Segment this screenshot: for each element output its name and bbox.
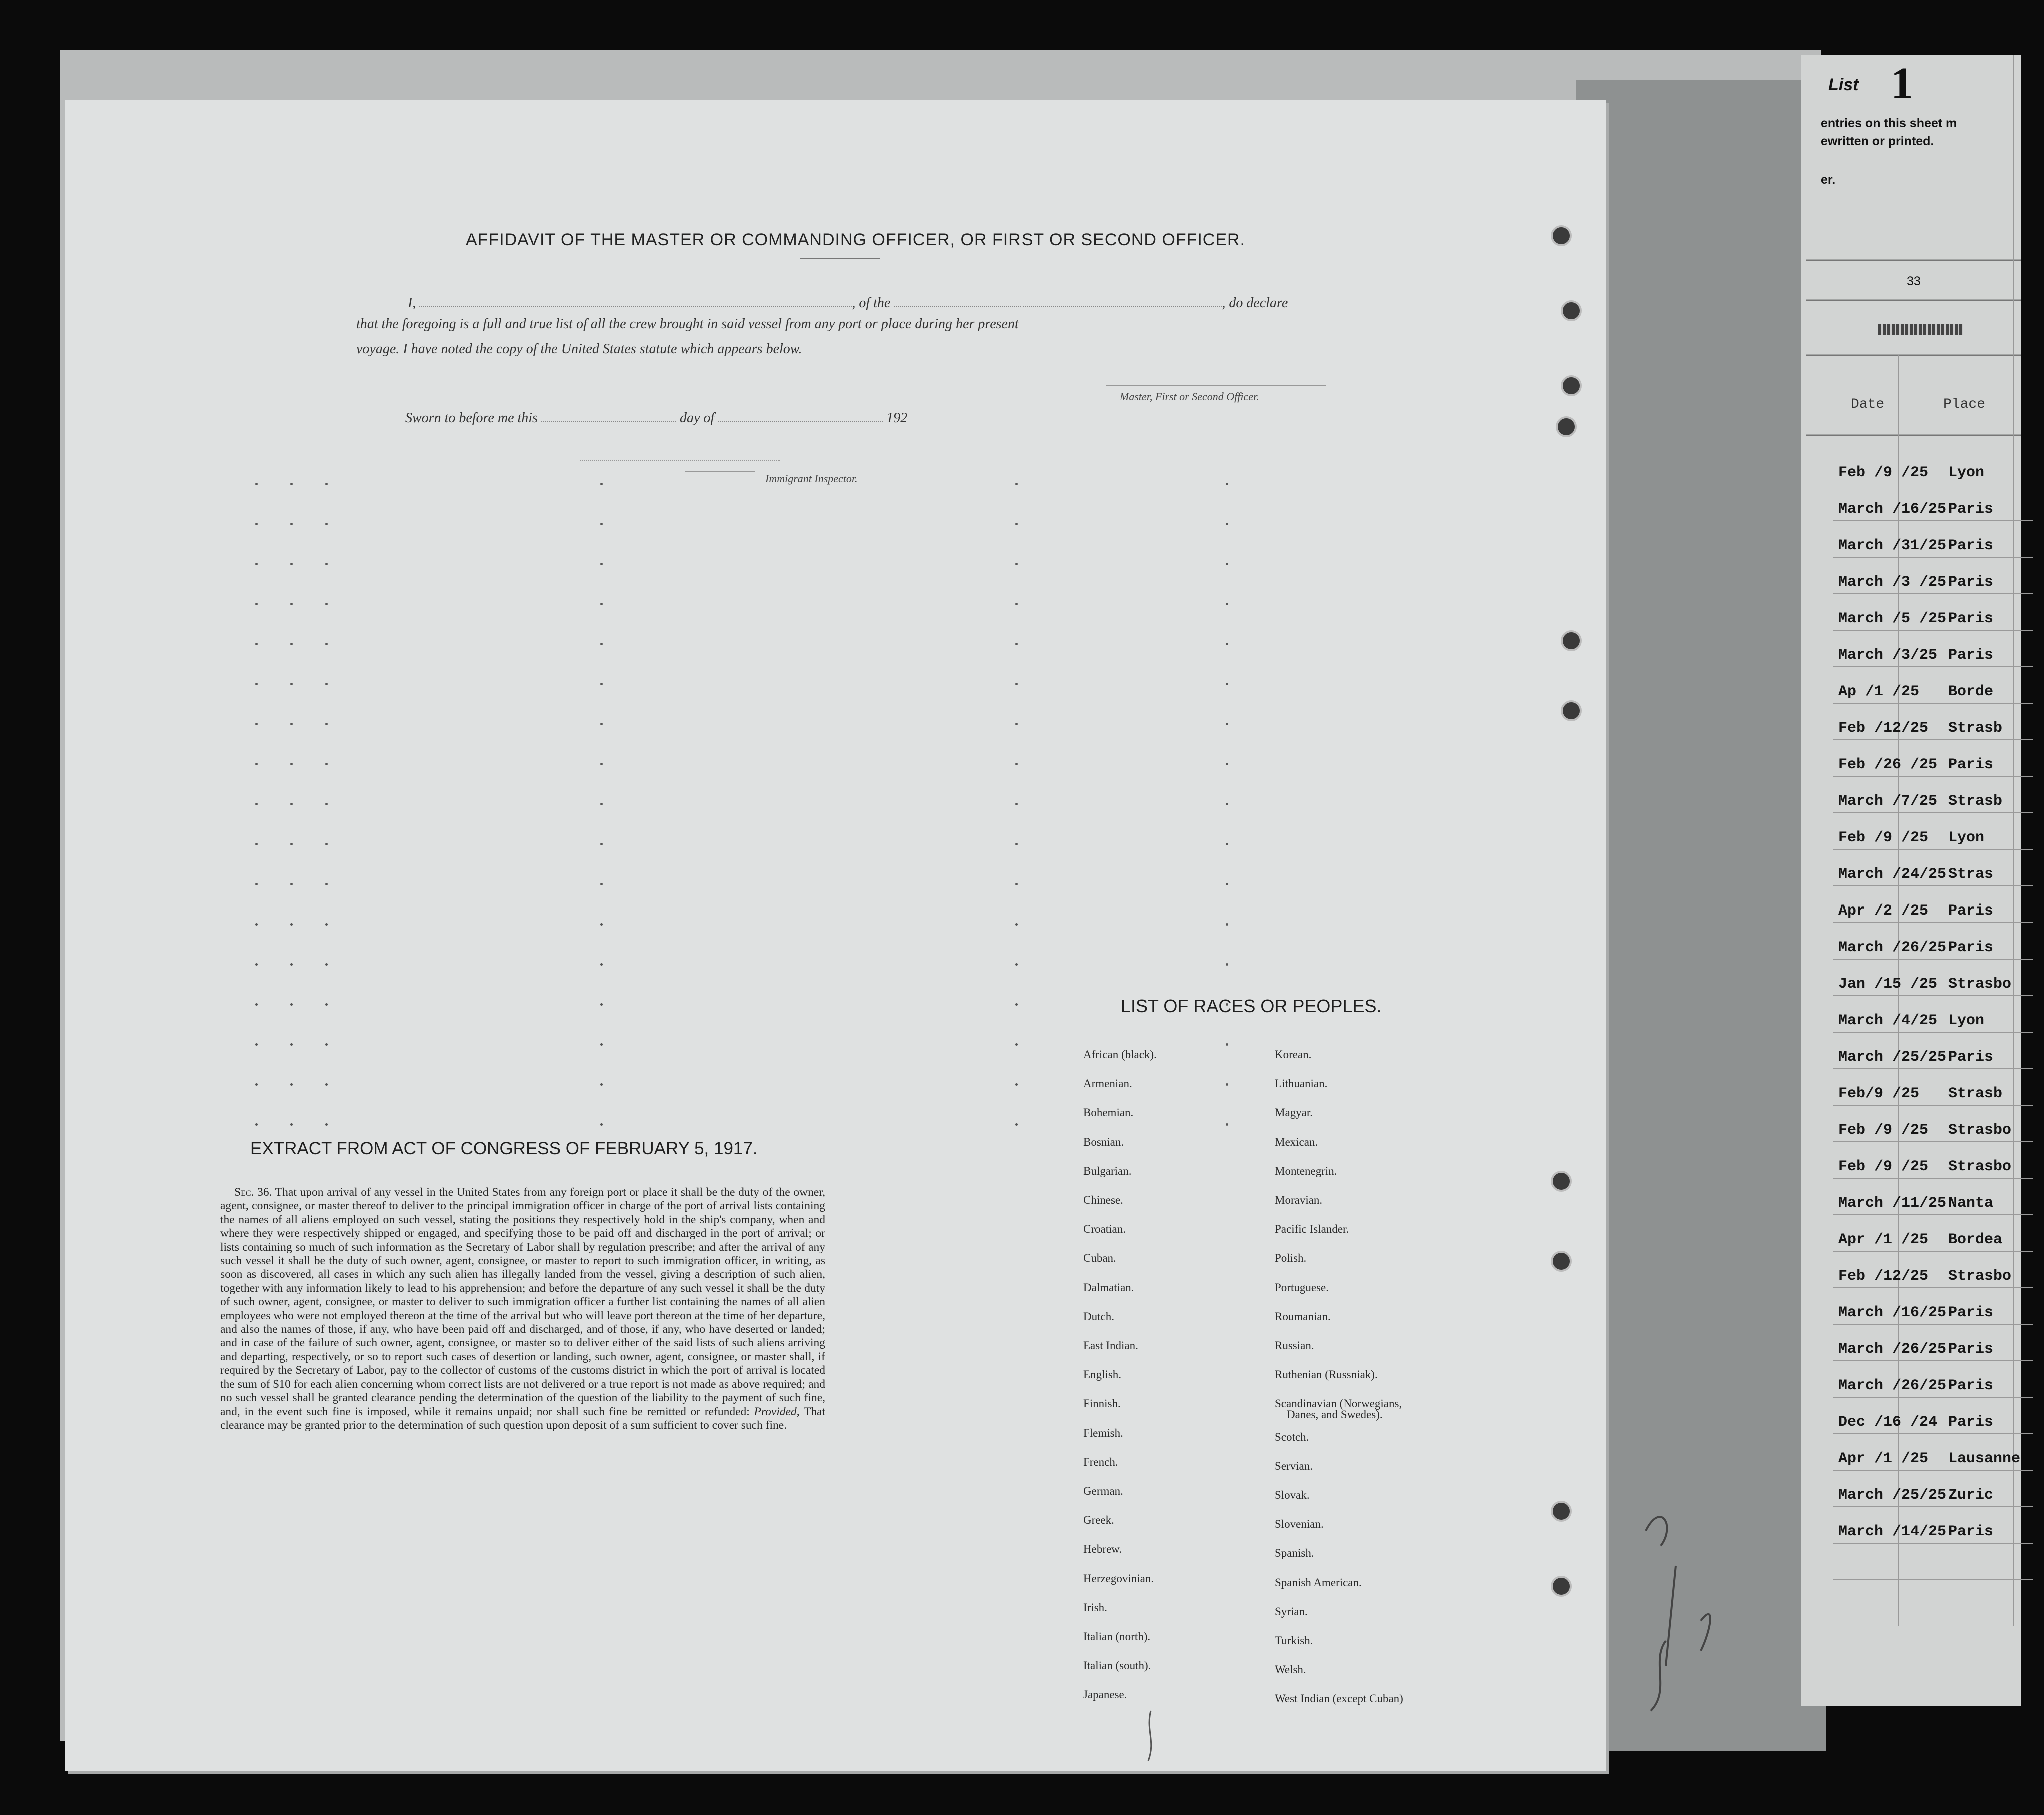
crew-row-date: March /4/25 <box>1838 1012 1938 1029</box>
rule-dot <box>325 483 328 485</box>
rule-dot <box>1226 603 1228 605</box>
crew-row-date: March /25/25 <box>1838 1487 1947 1504</box>
binder-hole <box>1561 300 1582 321</box>
crew-row-date: Feb /12/25 <box>1838 1268 1929 1285</box>
crew-row-place: Lyon <box>1948 464 1985 481</box>
crew-row-place: Strasb <box>1948 720 2003 737</box>
crew-row-date: March /14/25 <box>1838 1523 1947 1540</box>
rule-dot <box>255 803 258 805</box>
crew-row-date: March /5 /25 <box>1838 610 1947 627</box>
crew-row-place: Paris <box>1948 574 1994 591</box>
rule-dot <box>290 963 293 966</box>
race-item: East Indian. <box>1083 1339 1138 1352</box>
race-item: Hebrew. <box>1083 1543 1122 1556</box>
race-item: Chinese. <box>1083 1194 1123 1206</box>
crew-row-date: Feb /9 /25 <box>1838 1122 1929 1139</box>
rule-dot <box>325 523 328 525</box>
race-item: Irish. <box>1083 1601 1107 1614</box>
rule-dot <box>600 483 603 485</box>
rule-dot <box>600 1003 603 1006</box>
rule-dot <box>325 803 328 805</box>
rule-dot <box>1015 1003 1018 1006</box>
race-item: Moravian. <box>1275 1194 1323 1206</box>
race-item: West Indian (except Cuban) <box>1275 1692 1403 1705</box>
crew-row-place: Lyon <box>1948 829 1985 846</box>
rule-dot <box>255 563 258 565</box>
crew-row-place: Lyon <box>1948 1012 1985 1029</box>
race-item: Greek. <box>1083 1514 1114 1527</box>
crew-row-place: Paris <box>1948 1341 1994 1358</box>
binder-hole <box>1561 630 1582 651</box>
race-item: Portuguese. <box>1275 1281 1329 1294</box>
crew-row-date: Feb /9 /25 <box>1838 829 1929 846</box>
crew-row-place: Paris <box>1948 610 1994 627</box>
rule-dot <box>600 763 603 765</box>
crew-row-place: Paris <box>1948 756 1994 773</box>
affidavit-sheet <box>65 100 1606 1771</box>
rule-dot <box>1015 643 1018 645</box>
rule-dot <box>1226 643 1228 645</box>
rule-dot <box>290 1123 293 1126</box>
rule-dot <box>600 1123 603 1126</box>
title-rule <box>800 258 880 259</box>
rule-dot <box>1015 923 1018 926</box>
rule-dot <box>600 803 603 805</box>
crew-row-place: Paris <box>1948 1377 1994 1394</box>
crew-row-place: Strasbo <box>1948 1158 2012 1175</box>
rule-dot <box>1226 723 1228 725</box>
crew-row-place: Stras <box>1948 866 1994 883</box>
race-item: Welsh. <box>1275 1663 1306 1676</box>
race-item: Finnish. <box>1083 1397 1121 1410</box>
rule-dot <box>600 1043 603 1046</box>
binder-hole <box>1551 1171 1572 1192</box>
crew-row-date: March /31/25 <box>1838 537 1947 554</box>
instruction-note-2: ewritten or printed. <box>1821 134 1934 148</box>
declaration-do-declare: , do declare <box>1222 295 1288 311</box>
rule-dot <box>1226 563 1228 565</box>
rule-dot <box>1015 683 1018 685</box>
crew-row-place: Paris <box>1948 902 1994 920</box>
rule-dot <box>1015 723 1018 725</box>
rule-dot <box>1015 563 1018 565</box>
rule-dot <box>325 1003 328 1006</box>
rule-dot <box>1015 1083 1018 1086</box>
rule-dot <box>325 1043 328 1046</box>
race-item: Bosnian. <box>1083 1135 1124 1148</box>
rule-dot <box>325 683 328 685</box>
race-item: Korean. <box>1275 1048 1312 1061</box>
rule-dot <box>325 1123 328 1126</box>
race-item: Scandinavian (Norwegians, <box>1275 1397 1402 1410</box>
rule-dot <box>1226 1083 1228 1086</box>
rule-dot <box>290 1083 293 1086</box>
rule-dot <box>1015 483 1018 485</box>
binder-hole <box>1561 700 1582 721</box>
crew-row-date: March /24/25 <box>1838 866 1947 883</box>
rule-dot <box>255 483 258 485</box>
rule-dot <box>290 763 293 765</box>
race-item: Russian. <box>1275 1339 1314 1352</box>
list-label: List <box>1828 75 1859 94</box>
rule-dot <box>255 883 258 885</box>
crew-row-place: Paris <box>1948 537 1994 554</box>
race-item: Spanish American. <box>1275 1576 1362 1589</box>
provided-word: Provided, <box>754 1405 800 1418</box>
rule-dot <box>1226 763 1228 765</box>
race-item: Croatian. <box>1083 1223 1126 1236</box>
rule-dot <box>290 843 293 845</box>
crew-row-place: Strasbo <box>1948 1268 2012 1285</box>
rule-dot <box>1226 523 1228 525</box>
crew-row-date: March /26/25 <box>1838 939 1947 956</box>
rule-dot <box>325 883 328 885</box>
crew-row-rule <box>1833 1544 2033 1580</box>
crew-row-place: Paris <box>1948 1414 1994 1431</box>
crew-row-place: Strasb <box>1948 1085 2003 1102</box>
column-number: 33 <box>1907 274 1921 288</box>
rule-dot <box>1226 843 1228 845</box>
rule-dot <box>255 923 258 926</box>
inspector-label: Immigrant Inspector. <box>765 472 858 485</box>
race-item: Italian (north). <box>1083 1630 1151 1643</box>
rule-dot <box>255 723 258 725</box>
race-item: Roumanian. <box>1275 1310 1331 1323</box>
rule-dot <box>600 963 603 966</box>
binder-hole <box>1551 1501 1572 1522</box>
affidavit-title: AFFIDAVIT OF THE MASTER OR COMMANDING OFFICER, OR FIRST OR SECOND OFFICER. <box>465 230 1246 249</box>
binder-hole <box>1551 225 1572 246</box>
crew-row-date: March /16/25 <box>1838 1304 1947 1321</box>
crew-row-date: Apr /1 /25 <box>1838 1231 1929 1248</box>
struck-header <box>1878 324 1963 335</box>
crew-row-place: Strasbo <box>1948 1122 2012 1139</box>
instruction-note-3: er. <box>1821 173 1836 187</box>
crew-row-date: March /26/25 <box>1838 1341 1947 1358</box>
rule-dot <box>325 1083 328 1086</box>
rule-dot <box>290 1043 293 1046</box>
rule-dot <box>325 643 328 645</box>
binder-hole <box>1551 1251 1572 1272</box>
crew-row-place: Paris <box>1948 1523 1994 1540</box>
rule-dot <box>1226 803 1228 805</box>
race-item: Dalmatian. <box>1083 1281 1134 1294</box>
rule-dot <box>255 963 258 966</box>
rule-dot <box>290 883 293 885</box>
rule-dot <box>255 1003 258 1006</box>
rule-dot <box>600 643 603 645</box>
race-item: Turkish. <box>1275 1634 1313 1647</box>
rule-dot <box>325 563 328 565</box>
race-item: English. <box>1083 1368 1122 1381</box>
rule-dot <box>255 603 258 605</box>
race-scandinavian-cont: Danes, and Swedes). <box>1287 1408 1383 1421</box>
rule-dot <box>255 763 258 765</box>
crew-row-place: Nanta <box>1948 1195 1994 1212</box>
crew-row-place: Paris <box>1948 501 1994 518</box>
crew-row-date: Jan /15 /25 <box>1838 976 1938 993</box>
rule-dot <box>290 803 293 805</box>
crew-row-place: Strasb <box>1948 793 2003 810</box>
inspector-signature-line <box>580 460 780 461</box>
crew-row-place: Paris <box>1948 1049 1994 1066</box>
extract-body <box>220 1186 825 1432</box>
races-title: LIST OF RACES OR PEOPLES. <box>1121 996 1382 1016</box>
race-item: Flemish. <box>1083 1426 1123 1439</box>
race-item: Spanish. <box>1275 1547 1314 1560</box>
instruction-note-1: entries on this sheet m <box>1821 116 1957 130</box>
rule-dot <box>1015 1043 1018 1046</box>
crew-row-place: Bordea <box>1948 1231 2003 1248</box>
crew-row-date: March /16/25 <box>1838 501 1947 518</box>
crew-row-place: Paris <box>1948 1304 1994 1321</box>
extract-title: EXTRACT FROM ACT OF CONGRESS OF FEBRUARY 5, 1917. <box>250 1139 758 1158</box>
crew-row-date: Feb /9 /25 <box>1838 1158 1929 1175</box>
rule-dot <box>600 723 603 725</box>
rule-dot <box>325 923 328 926</box>
race-item: Japanese. <box>1083 1688 1127 1701</box>
crew-row-date: March /3 /25 <box>1838 574 1947 591</box>
rule-dot <box>255 843 258 845</box>
crew-row-place: Strasbo <box>1948 976 2012 993</box>
race-item: Mexican. <box>1275 1135 1318 1148</box>
crew-row-date: Feb/9 /25 <box>1838 1085 1920 1102</box>
rule-dot <box>600 523 603 525</box>
race-item: Armenian. <box>1083 1077 1132 1090</box>
crew-row-date: March /25/25 <box>1838 1049 1947 1066</box>
rule-dot <box>255 683 258 685</box>
crew-row-date: Apr /1 /25 <box>1838 1450 1929 1467</box>
rule-dot <box>290 723 293 725</box>
sworn-year: 192 <box>886 410 908 426</box>
race-item: Magyar. <box>1275 1106 1313 1119</box>
crew-row-date: March /26/25 <box>1838 1377 1947 1394</box>
race-item: Slovak. <box>1275 1489 1310 1501</box>
crew-row-place: Borde <box>1948 683 1994 700</box>
rule-dot <box>325 763 328 765</box>
month-blank <box>718 409 883 422</box>
rule-dot <box>1226 483 1228 485</box>
master-label: Master, First or Second Officer. <box>1120 390 1259 403</box>
rule-dot <box>1015 603 1018 605</box>
rule-dot <box>255 1123 258 1126</box>
section-text-end: That clearance may be granted prior to the determination of such question upon deposit of a sum sufficient to cover such fine. <box>220 1405 826 1432</box>
declaration-line-3: voyage. I have noted the copy of the United States statute which appears below. <box>356 341 802 357</box>
date-header: Date <box>1851 397 1885 412</box>
rule-dot <box>1226 883 1228 885</box>
crew-row-date: Feb /26 /25 <box>1838 756 1938 773</box>
rule-dot <box>290 1003 293 1006</box>
binder-hole <box>1551 1576 1572 1597</box>
rule-dot <box>325 843 328 845</box>
rule-dot <box>600 883 603 885</box>
rule-dot <box>325 603 328 605</box>
rule-dot <box>290 483 293 485</box>
race-item: Italian (south). <box>1083 1659 1151 1672</box>
crew-row-date: Apr /2 /25 <box>1838 902 1929 920</box>
name-blank <box>419 294 852 307</box>
race-item: Polish. <box>1275 1252 1307 1265</box>
crew-row-date: Feb /9 /25 <box>1838 464 1929 481</box>
master-signature-line <box>1106 385 1326 386</box>
rule-dot <box>1015 803 1018 805</box>
rule-dot <box>1226 1123 1228 1126</box>
rule-dot <box>1015 843 1018 845</box>
crew-row-date: March /3/25 <box>1838 647 1938 664</box>
rule-dot <box>255 1043 258 1046</box>
rule-dot <box>600 603 603 605</box>
rule-dot <box>325 723 328 725</box>
rule-dot <box>600 923 603 926</box>
sworn-text: Sworn to before me this <box>405 410 538 426</box>
rule-dot <box>1015 1123 1018 1126</box>
inspector-line-short <box>685 471 755 472</box>
rule-dot <box>290 683 293 685</box>
race-item: French. <box>1083 1455 1118 1468</box>
crew-row-place: Zuric <box>1948 1487 1994 1504</box>
sworn-day-of: day of <box>679 410 715 426</box>
rule-dot <box>255 643 258 645</box>
rule-dot <box>290 923 293 926</box>
rule-dot <box>1226 963 1228 966</box>
declaration-of-the: , of the <box>852 295 891 311</box>
race-item: Syrian. <box>1275 1605 1308 1618</box>
declaration-line-2: that the foregoing is a full and true list of all the crew brought in said vessel from any port or place during her present <box>356 316 1019 332</box>
crew-row-date: March /11/25 <box>1838 1195 1947 1212</box>
race-item: Servian. <box>1275 1459 1313 1472</box>
crew-row-date: March /7/25 <box>1838 793 1938 810</box>
rule-dot <box>1015 523 1018 525</box>
race-item: Herzegovinian. <box>1083 1572 1154 1585</box>
rule-dot <box>290 523 293 525</box>
rule-dot <box>255 523 258 525</box>
race-item: African (black). <box>1083 1048 1157 1061</box>
folder-divider <box>1576 80 1826 1751</box>
sworn-line <box>405 409 907 426</box>
rule-dot <box>1226 683 1228 685</box>
vessel-blank <box>894 294 1222 307</box>
rule-dot <box>1226 1043 1228 1046</box>
crew-row-date: Ap /1 /25 <box>1838 683 1920 700</box>
place-header: Place <box>1943 397 1986 412</box>
declaration-i: I, <box>408 295 416 311</box>
rule-dot <box>1015 763 1018 765</box>
crew-row-date: Feb /12/25 <box>1838 720 1929 737</box>
rule-dot <box>600 843 603 845</box>
crew-row-place: Lausanne <box>1948 1450 2021 1467</box>
crew-row-date: Dec /16 /24 <box>1838 1414 1938 1431</box>
rule-dot <box>290 563 293 565</box>
race-item: Montenegrin. <box>1275 1164 1337 1177</box>
race-item: Cuban. <box>1083 1252 1116 1265</box>
binder-hole <box>1556 416 1577 437</box>
binder-hole <box>1561 375 1582 396</box>
rule-dot <box>290 643 293 645</box>
crew-row-place: Paris <box>1948 647 1994 664</box>
crew-row-place: Paris <box>1948 939 1994 956</box>
list-number: 1 <box>1891 59 1913 108</box>
race-item: Bulgarian. <box>1083 1164 1132 1177</box>
rule-dot <box>290 603 293 605</box>
rule-dot <box>325 963 328 966</box>
race-item: German. <box>1083 1485 1123 1497</box>
rule-dot <box>600 563 603 565</box>
day-blank <box>541 409 676 422</box>
rule-dot <box>1015 883 1018 885</box>
rule-dot <box>600 683 603 685</box>
race-item: Ruthenian (Russniak). <box>1275 1368 1378 1381</box>
race-item: Dutch. <box>1083 1310 1114 1323</box>
rule-dot <box>255 1083 258 1086</box>
rule-dot <box>1226 923 1228 926</box>
race-item: Scotch. <box>1275 1430 1309 1443</box>
declaration-line-1 <box>408 294 1288 311</box>
rule-dot <box>1015 963 1018 966</box>
rule-dot <box>600 1083 603 1086</box>
section-text: That upon arrival of any vessel in the United States from any foreign port or place it shall be the duty of the owner, agent, consignee, or master thereof to deliver to the principal immigration officer in charge of the port of arrival lists containing the names of all aliens employed on such vessel, stating the positions they respectively hold in the ship's company, when and where they were respectively shipped or engaged, and specifying those to be paid off and discharged in the port of arrival; or lists containing so much of such information as the Secretary of Labor shall by regulation prescribe; and after the arrival of any such vessel it shall be the duty of such owner, agent, consignee, or master to report to such immigration officer, in writing, as soon as discovered, all cases in which any such alien has illegally landed from the vessel, giving a description of such alien, together with any information likely to lead to his apprehension; and before the departure of any such vessel it shall be the duty of such owner, agent, consignee, or master to deliver to such immigration officer a further list containing the names of all alien employees who were not employed thereon at the time of the arrival but who will leave port thereon at the time of her departure, and also the names of those, if any, who have been paid off and discharged, and of those, if any, who have deserted or landed; and in case of the failure of such owner, agent, consignee, or master so to deliver either of the said lists of such aliens arriving and departing, respectively, or so to report such cases of desertion or landing, such owner, agent, consignee, or master shall, if required by the Secretary of Labor, pay to the collector of customs of the customs district in which the port of arrival is located the sum of $10 for each alien concerning whom correct lists are not delivered or a true report is not made as above required; and no such vessel shall be granted clearance pending the determination of the question of the liability to the payment of such fine, and, in the event such fine is imposed, while it remains unpaid; nor shall such fine be remitted or refunded: <box>220 1186 826 1418</box>
race-item: Slovenian. <box>1275 1518 1324 1531</box>
section-label: Sec. 36. <box>234 1186 272 1199</box>
race-item: Lithuanian. <box>1275 1077 1328 1090</box>
race-item: Pacific Islander. <box>1275 1223 1349 1236</box>
race-item: Bohemian. <box>1083 1106 1134 1119</box>
